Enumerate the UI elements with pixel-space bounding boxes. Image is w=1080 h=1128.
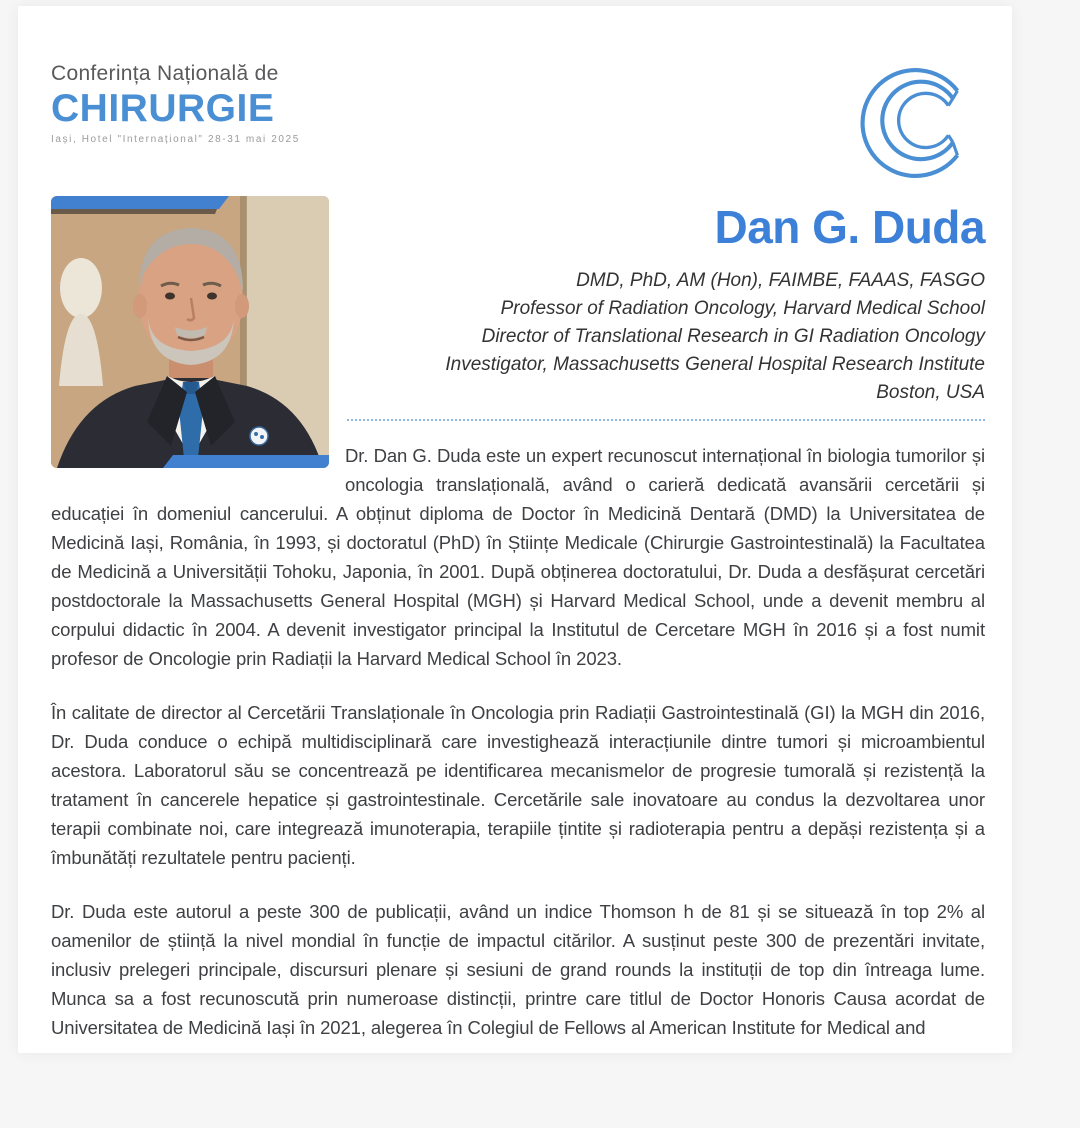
page-header — [51, 62, 985, 196]
bio-paragraph: Dr. Duda este autorul a peste 300 de publicații, având un indice Thomson h de 81 și se situează în top 2% al oamenilor de știință la nivel mondial în funcție de impactul citărilor. A susținut peste 300 de prezentări invitate, inclusiv prelegeri principale, discursuri plenare și sesiuni de grand rounds la instituții de top din întreaga lume. Munca sa a fost recunoscută prin numeroase distincții, printre care titlul de Doctor Honoris Causa acordat de Universitatea de Medicină Iași în 2021, alegerea în Colegiul de Fellows al American Institute for Medical and — [51, 900, 985, 1038]
conference-logo — [51, 62, 985, 145]
conference-logo-tagline: Iași, Hotel "Internațional" 28-31 mai 2025 — [51, 133, 300, 145]
speaker-credential: Director of Translational Research in GI Radiation Oncology — [481, 325, 985, 347]
speaker-credential: DMD, PhD, AM (Hon), FAIMBE, FAAAS, FASGO — [576, 269, 985, 291]
speaker-photo — [51, 196, 329, 468]
document-page — [18, 6, 1012, 1053]
bio-paragraph: În calitate de director al Cercetării Translaționale în Oncologia prin Radiații Gastrointestinală (GI) la MGH din 2016, Dr. Duda conduce o echipă multidisciplinară care investighează interacțiunile dintre tumori și microambientul acestora. Laboratorul său se concentrează pe identificarea mecanismelor de progresie tumorală și rezistență la tratament în cancerele hepatice și gastrointestinale. Cercetările sale inovatoare au condus la dezvoltarea unor terapii combinate noi, care integrează imunoterapia, terapiile țintite și radioterapia pentru a depăși rezistența și a îmbunătăți rezultatele pentru pacienți. — [51, 701, 985, 868]
speaker-portrait-illustration — [51, 196, 329, 468]
speaker-credential: Professor of Radiation Oncology, Harvard Medical School — [500, 297, 985, 319]
speaker-bio-section — [51, 196, 985, 1042]
speaker-name: Dan G. Duda — [714, 201, 985, 253]
conference-logo-line1: Conferința Națională de — [51, 62, 279, 85]
dotted-divider — [347, 419, 985, 421]
speaker-credential: Investigator, Massachusetts General Hospital Research Institute — [445, 353, 985, 375]
speaker-location: Boston, USA — [876, 381, 985, 403]
double-c-logo-icon — [849, 52, 991, 164]
conference-logo-title: CHIRURGIE — [51, 87, 275, 130]
bio-paragraph: Dr. Dan G. Duda este un expert recunoscut internațional în biologia tumorilor și oncologia translațională, având o carieră dedicată avansării cercetării și educației în domeniul cancerului. A obținut diploma de Doctor în Medicină Dentară (DMD) la Universitatea de Medicină Iași, România, în 1993, și doctoratul (PhD) în Științe Medicale (Chirurgie Gastrointestinală) la Facultatea de Medicină a Universității Tohoku, Japonia, în 2001. După obținerea doctoratului, Dr. Duda a desfășurat cercetări postdoctorale la Massachusetts General Hospital (MGH) și Harvard Medical School, unde a devenit membru al corpului didactic în 2004. A devenit investigator principal la Institutul de Cercetare MGH în 2016 și a fost numit profesor de Oncologie prin Radiații la Harvard Medical School în 2023. — [51, 444, 985, 669]
